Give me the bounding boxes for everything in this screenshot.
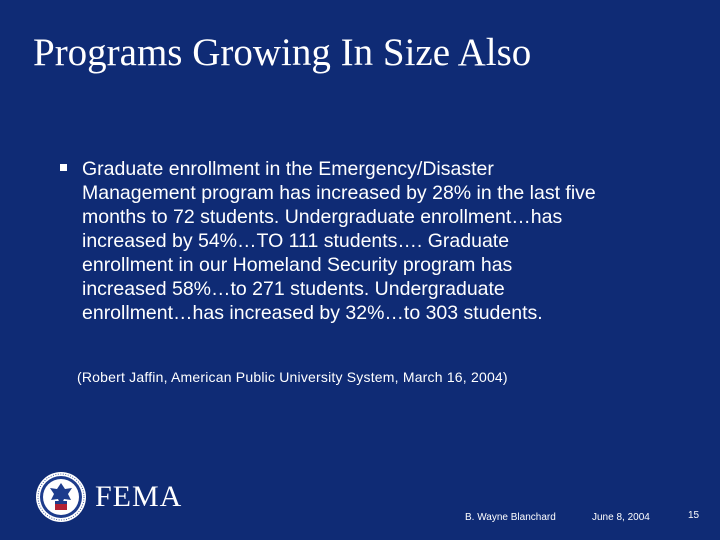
bullet-line: increased by 54%…TO 111 students…. Graduate [82,230,510,252]
square-bullet-icon [60,164,67,171]
footer-author: B. Wayne Blanchard [465,512,556,523]
page-number: 15 [688,510,700,521]
bullet-line: enrollment…has increased by 32%…to 303 students. [82,302,543,324]
bullet-line: increased 58%…to 271 students. Undergraduate [82,278,505,300]
fema-wordmark: FEMA [95,480,183,513]
bullet-line: months to 72 students. Undergraduate enrollment…has [82,206,563,228]
bullet-text [82,157,672,325]
fema-logo [35,471,185,523]
dhs-seal-icon [35,471,87,523]
bullet-line: Management program has increased by 28% in the last five [82,182,596,204]
footer-date: June 8, 2004 [592,512,650,523]
slide-title: Programs Growing In Size Also [33,31,532,74]
bullet-line: enrollment in our Homeland Security program has [82,254,513,276]
bullet-line: Graduate enrollment in the Emergency/Disaster [82,158,494,180]
citation: (Robert Jaffin, American Public University System, March 16, 2004) [77,369,508,385]
